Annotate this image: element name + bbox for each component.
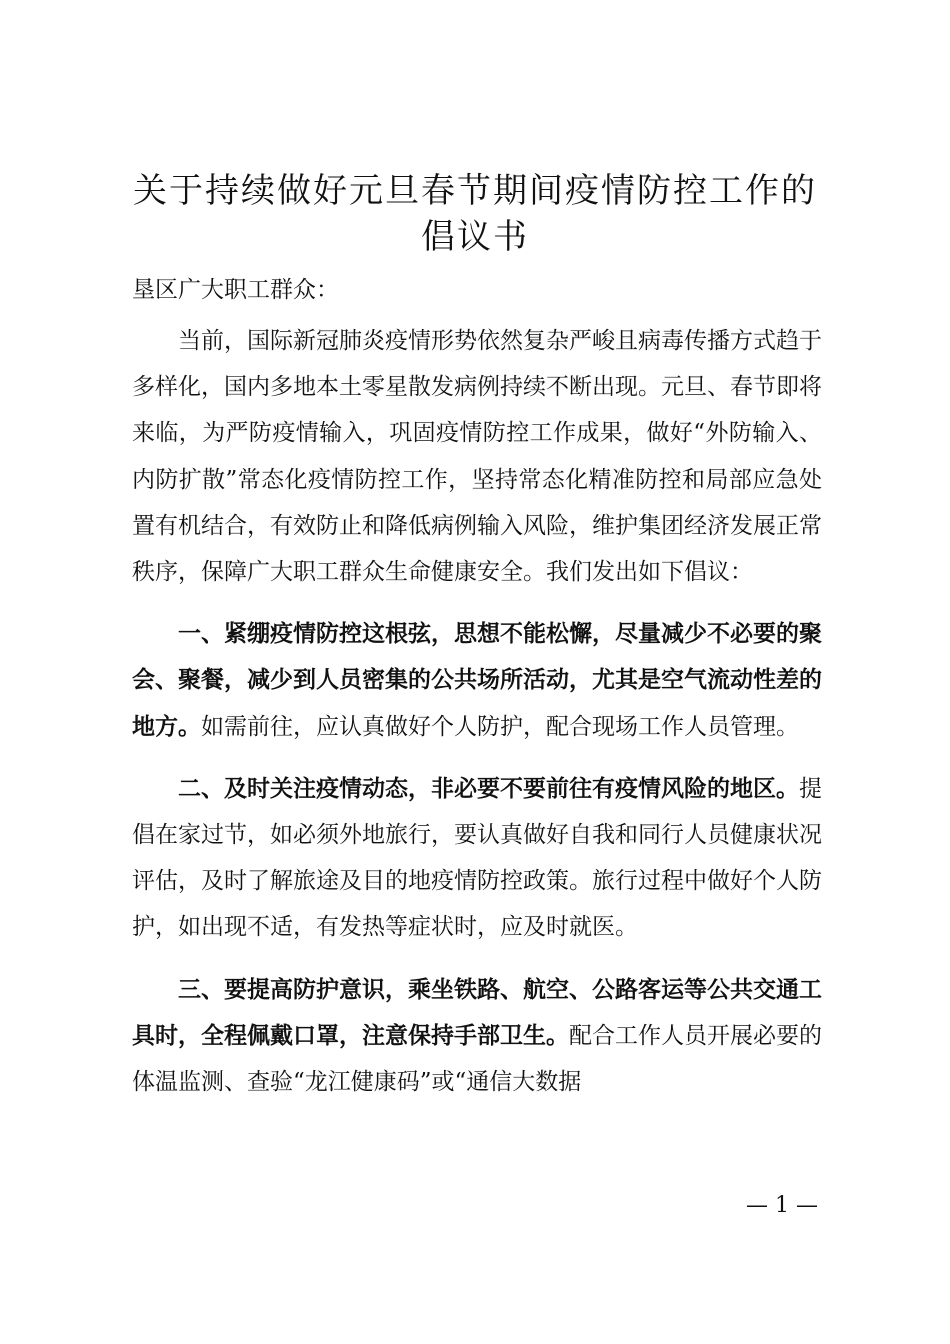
page-number: — 1 — xyxy=(746,1193,818,1218)
point-2-text: 提倡在家过节，如必须外地旅行，要认真做好自我和同行人员健康状况评估，及时了解旅途及目的地疫情防控政策。旅行过程中做好个人防护，如出现不适，有发热等症状时，应及时就医。 xyxy=(132,775,822,941)
paragraph-intro-text: 当前，国际新冠肺炎疫情形势依然复杂严峻且病毒传播方式趋于多样化，国内多地本土零星散发病例持续不断出现。元旦、春节即将来临，为严防疫情输入，巩固疫情防控工作成果，做好“外防输入、内防扩散”常态化疫情防控工作，坚持常态化精准防控和局部应急处置有机结合，有效防止和降低病例输入风险，维护集团经济发展正常秩序，保障广大职工群众生命健康安全。我们发出如下倡议： xyxy=(132,328,822,586)
point-3-heading: 三、要提高防护意识，乘坐铁路、航空、公路客运等公共交通工具时，全程佩戴口罩，注意保持手部卫生。 xyxy=(132,976,822,1049)
salutation: 垦区广大职工群众： xyxy=(132,277,339,303)
paragraph-point-2 xyxy=(132,766,822,951)
point-3-text: 配合工作人员开展必要的体温监测、查验“龙江健康码”或“通信大数据 xyxy=(132,1022,822,1096)
document-title: 关于持续做好元旦春节期间疫情防控工作的倡议书 xyxy=(133,171,817,257)
document-body xyxy=(132,318,822,1105)
point-1-text: 如需前往，应认真做好个人防护，配合现场工作人员管理。 xyxy=(201,713,799,740)
paragraph-point-3 xyxy=(132,967,822,1106)
paragraph-intro xyxy=(132,318,822,595)
paragraph-point-1 xyxy=(132,611,822,750)
point-1-heading: 一、紧绷疫情防控这根弦，思想不能松懈，尽量减少不必要的聚会、聚餐，减少到人员密集的公共场所活动，尤其是空气流动性差的地方。 xyxy=(132,621,822,740)
point-2-heading: 二、及时关注疫情动态，非必要不要前往有疫情风险的地区。 xyxy=(178,775,799,802)
